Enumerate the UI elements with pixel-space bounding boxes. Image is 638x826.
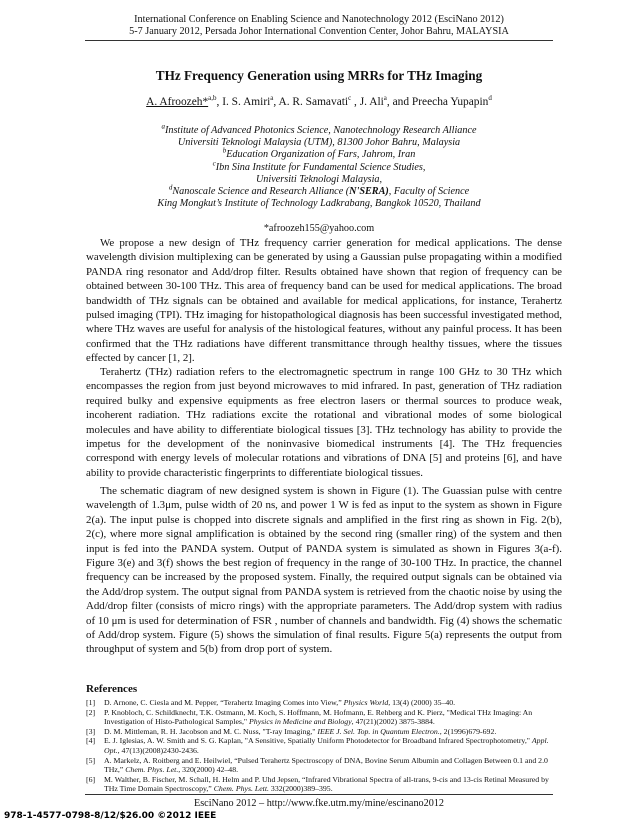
author-3: , A. R. Samavati (273, 96, 349, 108)
conference-header-line2: 5-7 January 2012, Persada Johor International Convention Center, Johor Bahru, MALAYSIA (129, 26, 509, 37)
conference-footer: EsciNano 2012 – http://www.fke.utm.my/mine/escinano2012 (193, 798, 445, 809)
affiliation-a-line1: $^a$Institute of Advanced Photonics Science, Nanotechnology Research Alliance (161, 122, 477, 136)
paragraph-2: Terahertz (THz) radiation refers to the electromagnetic spectrum in range 100 GHz to 30 THz which encompasses the region from just beyond microwaves to mid infrared. In past, generation of THz radiation required bulky and expensive equipments as free electron lasers or thermal sources to produce weak, incoherent radiation. THz radiations excite the rotational and vibrational modes of some biological molecules and have ability to differentiate biological tissues [3]. THz technology has ability to provide the impetus for the development of the noninvasive biomedical instruments [4]. The THz frequencies correspond with energy levels of molecular rotations and vibrations of DNA [5] and proteins [6], and have ability to provide characteristic fingerprints to differentiate biological tissues. (86, 366, 562, 479)
paper-title: THz Frequency Generation using MRRs for THz Imaging (155, 68, 483, 83)
affiliations (0, 122, 638, 210)
affiliation-d-line2: King Mongkut’s Institute of Technology Ladkrabang, Bangkok 10520, Thailand (157, 198, 481, 210)
reference-item: [2] P. Knobloch, C. Schildknecht, T.K. Ostmann, M. Koch, S. Hoffmann, M. Hofmann, E. Rehberg and K. Pierz, "Medical THz Imaging: An Investigation of Histo-Pathological Samples," Physics in Medicine and Biology, 47(21)(2002) 3875-3884. (86, 707, 533, 727)
affiliation-b-line1: $^b$Education Organization of Fars, Jahrom, Iran (222, 147, 416, 161)
affiliation-d-line1: $^d$Nanoscale Science and Research Alliance (N'SERA), Faculty of Science (168, 183, 470, 198)
paragraph-1: We propose a new design of THz frequency carrier generation for medical applications. The dense wavelength division multiplexing can be generated by using a Gaussian pulse propagating within a modified PANDA ring resonator and Add/drop filter. Results obtained have shown that region of frequency can be obtained between 30-100 THz. This area of frequency band can be used for medical applications. The broad bandwidth of THz signals can be obtained and available for medical applications, for instance, Terahertz pulsed imaging (TPI). THz imaging for histopathological diagnosis has been successful investigated method, where THz waves are useful for analysis of the histological features, without any painful process. It has been confirmed that the THz radiations have different transmittance through healthy tissues, where the tissues effected by cancer [1, 2]. (86, 237, 562, 365)
paragraph-3: The schematic diagram of new designed system is shown in Figure (1). The Guassian pulse with centre wavelength of 1.3μm, pulse width of 20 ns, and power 1 W is fed as input to the system as shown in Figure 2(a). The input pulse is chopped into discrete signals and amplified in the first ring as shown in Fig. 2(b), 2(c), where more signal amplification is obtained by the second ring (smaller ring) of the system and then input is fed into the PANDA system. Output of PANDA system is simulated as shown in Figures 3(a-f). Figure 3(e) and 3(f) shows the best region of frequency in the range of 30-100 THz. In practice, the channel frequency can be increased by the proposed system. Finally, the required output signals can be obtained via the Add/drop system. The output signal from PANDA system is retrieved from the chaotic noise by using the Add/drop filter (consists of micro rings) with the appropriate parameters. The Add/drop system with radius of 10 μm is used for determination of FSR , number of channels and bandwidth. Fig (4) shows the schematic of Add/drop system. Figure (5) shows the simulation of final results. Figure 5(a) represents the output from throughput of system and 5(b) from drop port of system. (86, 485, 562, 656)
author-5: , and Preecha Yupapin (386, 96, 489, 108)
affiliation-c-line1: $^c$Ibn Sina Institute for Fundamental Science Studies, (212, 159, 426, 173)
reference-item: [3] D. M. Mittleman, R. H. Jacobson and M. C. Nuss, "T-ray Imaging," IEEE J. Sel. Top. in Quantum Electron., 2(1996)679-692. (86, 726, 497, 736)
author-2-affil: a (270, 94, 274, 103)
reference-item: [5] A. Markelz, A. Roitberg and E. Heilwiel, “Pulsed Terahertz Spectroscopy of DNA, Bovine Serum Albumin and Collagen Between 0.1 and 2.0 THz,” Chem. Phys. Let., 320(2000) 42–48. (86, 755, 548, 775)
reference-list (86, 698, 564, 794)
author-4: , J. Ali (351, 96, 384, 108)
corresponding-email[interactable]: *afroozeh155@yahoo.com (263, 223, 375, 234)
author-4-affil: a (383, 94, 387, 103)
header-divider (85, 40, 553, 41)
reference-item: [4] E. J. Iglesias, A. W. Smith and S. G. Kaplan, "A Sensitive, Spatially Uniform Photodetector for Broadband Infrared Spectrophotometry," Appl. Opt., 47(13)(2008)2430-2436. (86, 736, 549, 755)
author-list (0, 96, 638, 108)
references-heading: References (86, 683, 138, 695)
affiliation-a-line2: Universiti Teknologi Malaysia (UTM), 81300 Johor Bahru, Malaysia (177, 137, 461, 149)
author-3-affil: c (348, 94, 352, 103)
affiliation-c-line2: Universiti Teknologi Malaysia, (255, 173, 383, 185)
author-1-affil: a,b (208, 94, 217, 103)
conference-header-line1: International Conference on Enabling Science and Nanotechnology 2012 (EsciNano 2012) (134, 14, 504, 25)
author-1: A. Afroozeh* (146, 96, 209, 108)
author-5-affil: d (488, 94, 492, 103)
isbn-copyright: 978-1-4577-0798-8/12/$26.00 ©2012 IEEE (4, 811, 217, 821)
reference-item: [6] M. Walther, B. Fischer, M. Schall, H. Helm and P. Uhd Jepsen, “Infrared Vibrational Spectra of all-trans, 9-cis and 13-cis Retinal Measured by THz Time Domain Spectroscopy,” Chem. Phys. Lett. 332(2000)389–395. (86, 774, 549, 794)
reference-item: [1] D. Arnone, C. Ciesla and M. Pepper, “Terahertz Imaging Comes into View,” Physics World, 13(4) (2000) 35–40. (86, 698, 456, 707)
author-2: , I. S. Amiri (216, 96, 271, 108)
footer-divider (85, 794, 553, 795)
